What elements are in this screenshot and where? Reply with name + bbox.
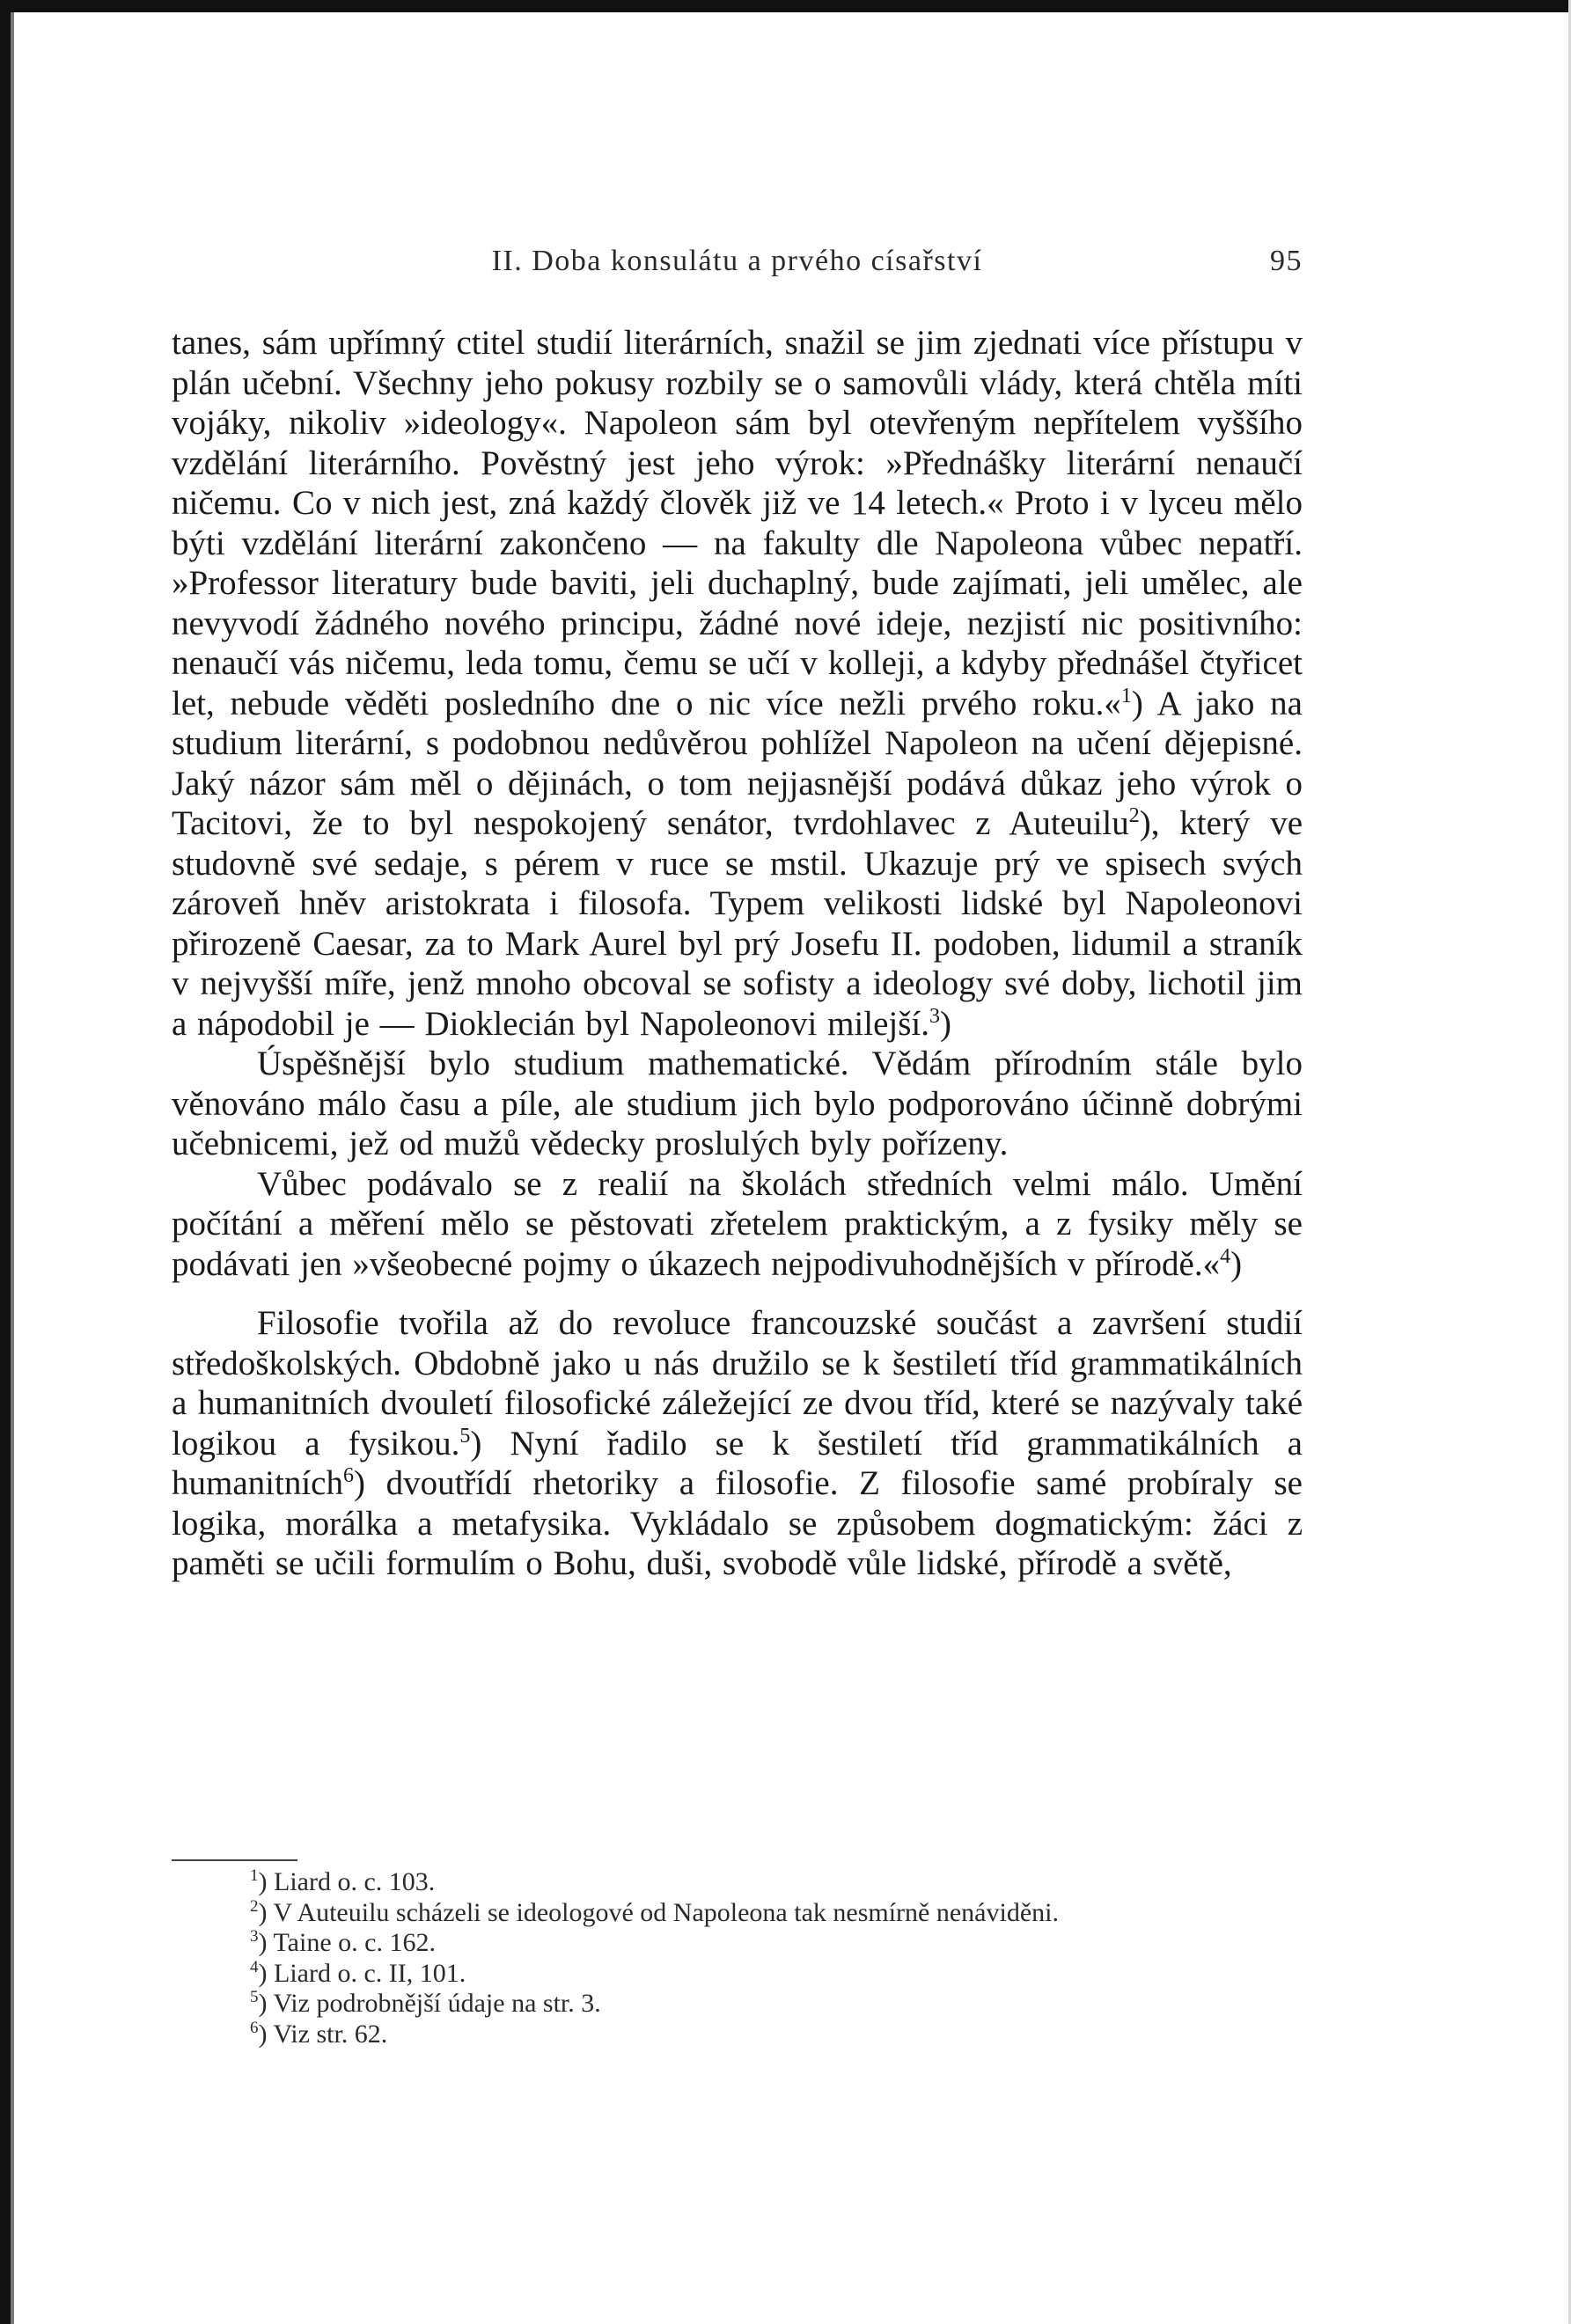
footnote: $^2$) V Auteuilu scházeli se ideologové od Napoleona tak nesmírně nenáviděni. bbox=[250, 1896, 1059, 1927]
footnote: $^5$) Viz podrobnější údaje na str. 3. bbox=[250, 1988, 601, 2018]
footnote-ref-5: 5 bbox=[459, 1424, 471, 1448]
footnote-ref-4: 4 bbox=[1220, 1244, 1231, 1268]
scan-border-left bbox=[0, 0, 11, 2324]
page-number: 95 bbox=[1270, 245, 1303, 277]
scan-border-left-shadow bbox=[11, 12, 14, 2324]
footnote-ref-2: 2 bbox=[1128, 804, 1140, 827]
running-header bbox=[172, 245, 1303, 287]
footnotes bbox=[172, 1867, 1303, 2049]
footnote-ref-6: 6 bbox=[342, 1464, 354, 1487]
paragraph-3: Vůbec podávalo se z realií na školách středních velmi málo. Umění počítání a měření mělo se pěstovati zřetelem praktickým, a z fysiky měly se podávati jen »všeobecné pojmy o úkazech nejpodivuhodnějších v přírodě.«$^4$) bbox=[172, 1164, 1303, 1283]
footnote: $^6$) Viz str. 62. bbox=[250, 2018, 388, 2049]
scan-border-top bbox=[0, 0, 1571, 12]
footnote: $^3$) Taine o. c. 162. bbox=[250, 1927, 436, 1957]
footnote-rule bbox=[172, 1859, 297, 1861]
footnote-ref-1: 1 bbox=[1120, 684, 1132, 707]
footnote-ref-3: 3 bbox=[929, 1004, 940, 1028]
paragraph-4: Filosofie tvořila až do revoluce francouzské součást a završení studií středoškolských. Obdobně jako u nás družilo se k šestiletí tříd grammatikálních a humanitních dvouletí filosofické záležející ze dvou tříd, které se nazývaly také logikou a fysikou.$^5$) Nyní řadilo se k šestiletí tříd grammatikálních a humanitních$^6$) dvoutřídí rhetoriky a filosofie. Z filosofie samé probíraly se logika, morálka a metafysika. Vykládalo se způsobem dogmatickým: žáci z paměti se učili formulím o Bohu, duši, svobodě vůle lidské, přírodě a světě, bbox=[172, 1304, 1303, 1582]
paragraph-1: tanes, sám upřímný ctitel studií literárních, snažil se jim zjednati více přístupu v plán učební. Všechny jeho pokusy rozbily se o samovůli vlády, která chtěla míti vojáky, nikoliv »ideology«. Napoleon sám byl otevřeným nepřítelem vyššího vzdělání literárního. Pověstný jest jeho výrok: »Přednášky literární nenaučí ničemu. Co v nich jest, zná každý člověk již ve 14 letech.« Proto i v lyceu mělo býti vzdělání literární zakončeno — na fakulty dle Napoleona vůbec nepatří. »Professor literatury bude baviti, jeli duchaplný, bude zajímati, jeli umělec, ale nevyvodí žádného nového principu, žádné nové ideje, nezjistí nic positivního: nenaučí vás ničemu, leda tomu, čemu se učí v kolleji, a kdyby přednášel čtyřicet let, nebude věděti posledního dne o nic více nežli prvého roku.«$^1$) A jako na studium literární, s podobnou nedůvěrou pohlížel Napoleon na učení dějepisné. Jaký názor sám měl o dějinách, o tom nejjasnější podává důkaz jeho výrok o Tacitovi, že to byl nespokojený senátor, tvrdohlavec z Auteuilu$^2$), který ve studovně své sedaje, s pérem v ruce se mstil. Ukazuje prý ve spisech svých zároveň hněv aristokrata i filosofa. Typem velikosti lidské byl Napoleonovi přirozeně Caesar, za to Mark Aurel byl prý Josefu II. podoben, lidumil a straník v nejvyšší míře, jenž mnoho obcoval se sofisty a ideology své doby, lichotil jim a nápodobil je — Dioklecián byl Napoleonovi milejší.$^3$) bbox=[172, 324, 1303, 1043]
footnote: $^4$) Liard o. c. II, 101. bbox=[250, 1957, 466, 1988]
chapter-title: II. Doba konsulátu a prvého císařství bbox=[491, 245, 983, 277]
footnote: $^1$) Liard o. c. 103. bbox=[250, 1866, 436, 1896]
paragraph-2: Úspěšnější bylo studium mathematické. Vědám přírodním stále bylo věnováno málo času a píle, ale studium jich bylo podporováno účinně dobrými učebnicemi, jež od mužů vědecky proslulých byly pořízeny. bbox=[172, 1045, 1303, 1162]
body-text bbox=[172, 323, 1303, 1584]
